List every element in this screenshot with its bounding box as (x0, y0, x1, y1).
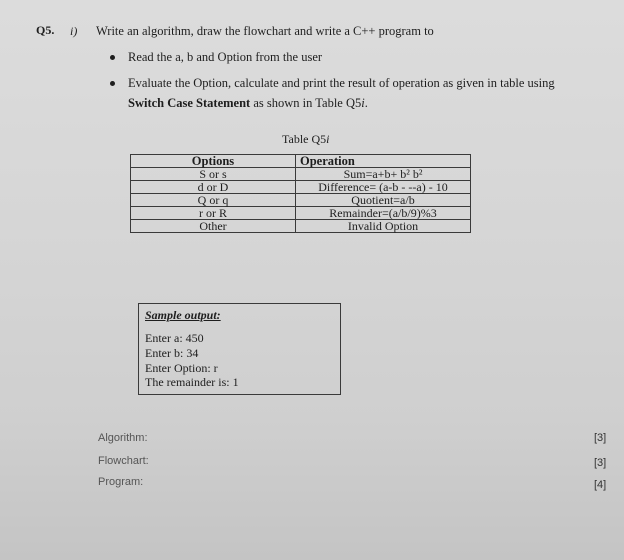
bullet-evaluate-option (128, 76, 555, 91)
table-caption-text: Table Q5 (282, 132, 327, 146)
part-algorithm-label: Algorithm: (98, 432, 148, 444)
table-row (131, 181, 471, 194)
table-caption-italic: i (326, 132, 330, 146)
table-row (131, 168, 471, 181)
bullet-rest-end: . (364, 96, 368, 110)
table-row (131, 220, 471, 233)
table-row (131, 194, 471, 207)
question-intro: Write an algorithm, draw the flowchart and write a C++ program to (96, 24, 434, 38)
sample-output-line: Enter b: 34 (145, 346, 199, 360)
switch-case-text: Switch Case Statement (128, 96, 251, 110)
option-cell: Q or q (131, 194, 296, 207)
operation-cell: Difference= (a-b - --a) - 10 (296, 181, 471, 194)
bullet-rest-text: as shown in Table Q5 (250, 96, 362, 110)
operation-cell: Quotient=a/b (296, 194, 471, 207)
part-program-mark: [4] (594, 479, 607, 491)
bullet-dot (110, 81, 115, 86)
header-operation: Operation (296, 155, 471, 168)
sample-output-box (138, 303, 341, 395)
options-table (130, 154, 471, 233)
table-caption (282, 132, 330, 147)
bullet-evaluate-option-cont (128, 96, 368, 111)
bullet-text: Read the a, b and Option from the user (128, 50, 323, 64)
question-subpart: i) (70, 24, 78, 38)
operation-cell: Invalid Option (296, 220, 471, 233)
sample-output-title: Sample output: (145, 308, 221, 322)
question-number: Q5. (36, 23, 55, 37)
bullet-rest-italic: i (361, 96, 365, 110)
bullet-text: Evaluate the Option, calculate and print the result of operation as given in table using (128, 76, 555, 90)
part-algorithm-mark: [3] (594, 432, 607, 444)
part-flowchart-mark: [3] (594, 457, 607, 469)
option-cell: r or R (131, 207, 296, 220)
bullet-dot (110, 55, 115, 60)
operation-cell: Sum=a+b+ b² b² (296, 168, 471, 181)
option-cell: Other (131, 220, 296, 233)
sample-output-line: The remainder is: 1 (145, 375, 239, 389)
part-program-label: Program: (98, 476, 144, 488)
bullet-read-input (128, 50, 322, 65)
part-flowchart-label: Flowchart: (98, 455, 149, 467)
table-row (131, 207, 471, 220)
header-options: Options (131, 155, 296, 168)
option-cell: d or D (131, 181, 296, 194)
sample-output-line: Enter Option: r (145, 361, 218, 375)
operation-cell: Remainder=(a/b/9)%3 (296, 207, 471, 220)
option-cell: S or s (131, 168, 296, 181)
table-header-row (131, 155, 471, 168)
sample-output-line: Enter a: 450 (145, 331, 204, 345)
